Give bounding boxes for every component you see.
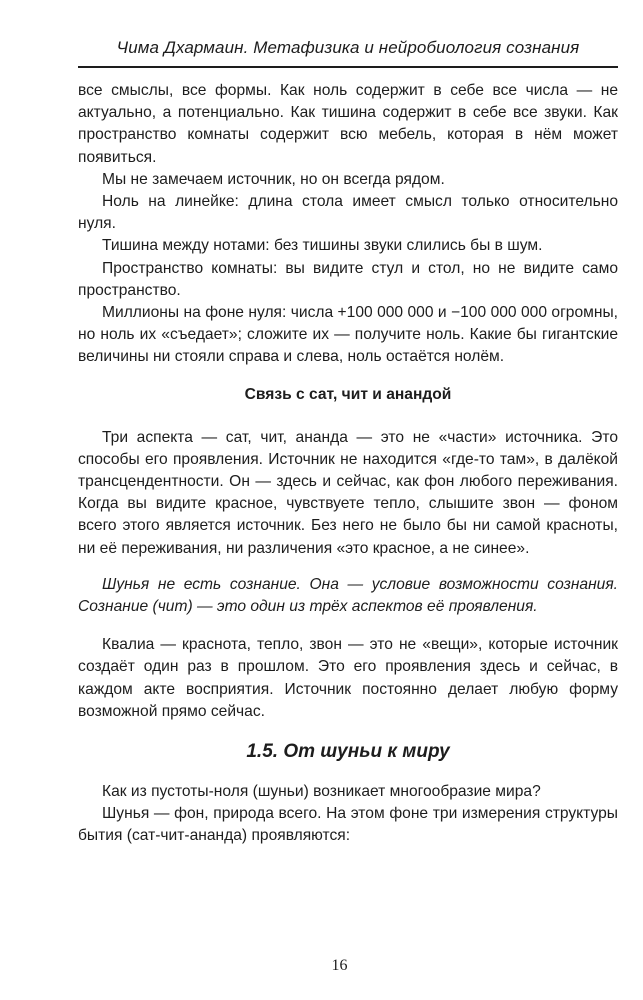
- header-rule: [78, 66, 618, 68]
- paragraph: Пространство комнаты: вы видите стул и стол, но не видите само пространство.: [78, 259, 618, 299]
- paragraph: Мы не замечаем источник, но он всегда рядом.: [102, 170, 445, 188]
- paragraph: Как из пустоты-ноля (шуньи) возникает многообразие мира?: [102, 783, 541, 801]
- italic-note: Шунья не есть сознание. Она — условие возможности сознания. Сознание (чит) — это один из трёх аспектов её проявления.: [78, 575, 618, 616]
- page-body: [78, 80, 618, 848]
- paragraph: все смыслы, все формы. Как ноль содержит в себе все числа — не актуально, а потенциально. Как тишина содержит в себе все звуки. Как пространство комнаты содержит всю мебель, которая в нём может появиться.: [78, 82, 618, 166]
- paragraph: Тишина между нотами: без тишины звуки слились бы в шум.: [102, 237, 543, 255]
- running-header: Чима Дхармаин. Метафизика и нейробиология сознания: [116, 38, 580, 57]
- paragraph: Три аспекта — сат, чит, ананда — это не «части» источника. Это способы его проявления. Источник не находится «где-то там», в далёкой трансцендентности. Он — здесь и сейчас, как фон любого переживания. Когда вы видите красное, чувствуете тепло, слышите звон — фоном всего этого является источник. Без него не было бы ни самой красноты, ни её переживания, ни различения «это красное, а не синее».: [78, 428, 618, 557]
- paragraph: Миллионы на фоне нуля: числа +100 000 000 и −100 000 000 огромны, но ноль их «съедает»; сложите их — получите ноль. Какие бы гигантские величины ни стояли справа и слева, ноль остаётся нолём.: [78, 304, 618, 366]
- paragraph: Ноль на линейке: длина стола имеет смысл только относительно нуля.: [78, 193, 618, 233]
- paragraph: Шунья — фон, природа всего. На этом фоне три измерения структуры бытия (сат-чит-ананда) проявляются:: [78, 805, 618, 845]
- paragraph: Квалиа — краснота, тепло, звон — это не «вещи», которые источник создаёт один раз в прошлом. Это его проявления здесь и сейчас, в каждом акте восприятия. Источник постоянно делает любую форму возможной прямо сейчас.: [78, 636, 618, 720]
- page-number: 16: [331, 957, 348, 974]
- subsection-heading: 1.5. От шуньи к миру: [246, 741, 450, 763]
- section-heading: Связь с сат, чит и анандой: [244, 385, 452, 403]
